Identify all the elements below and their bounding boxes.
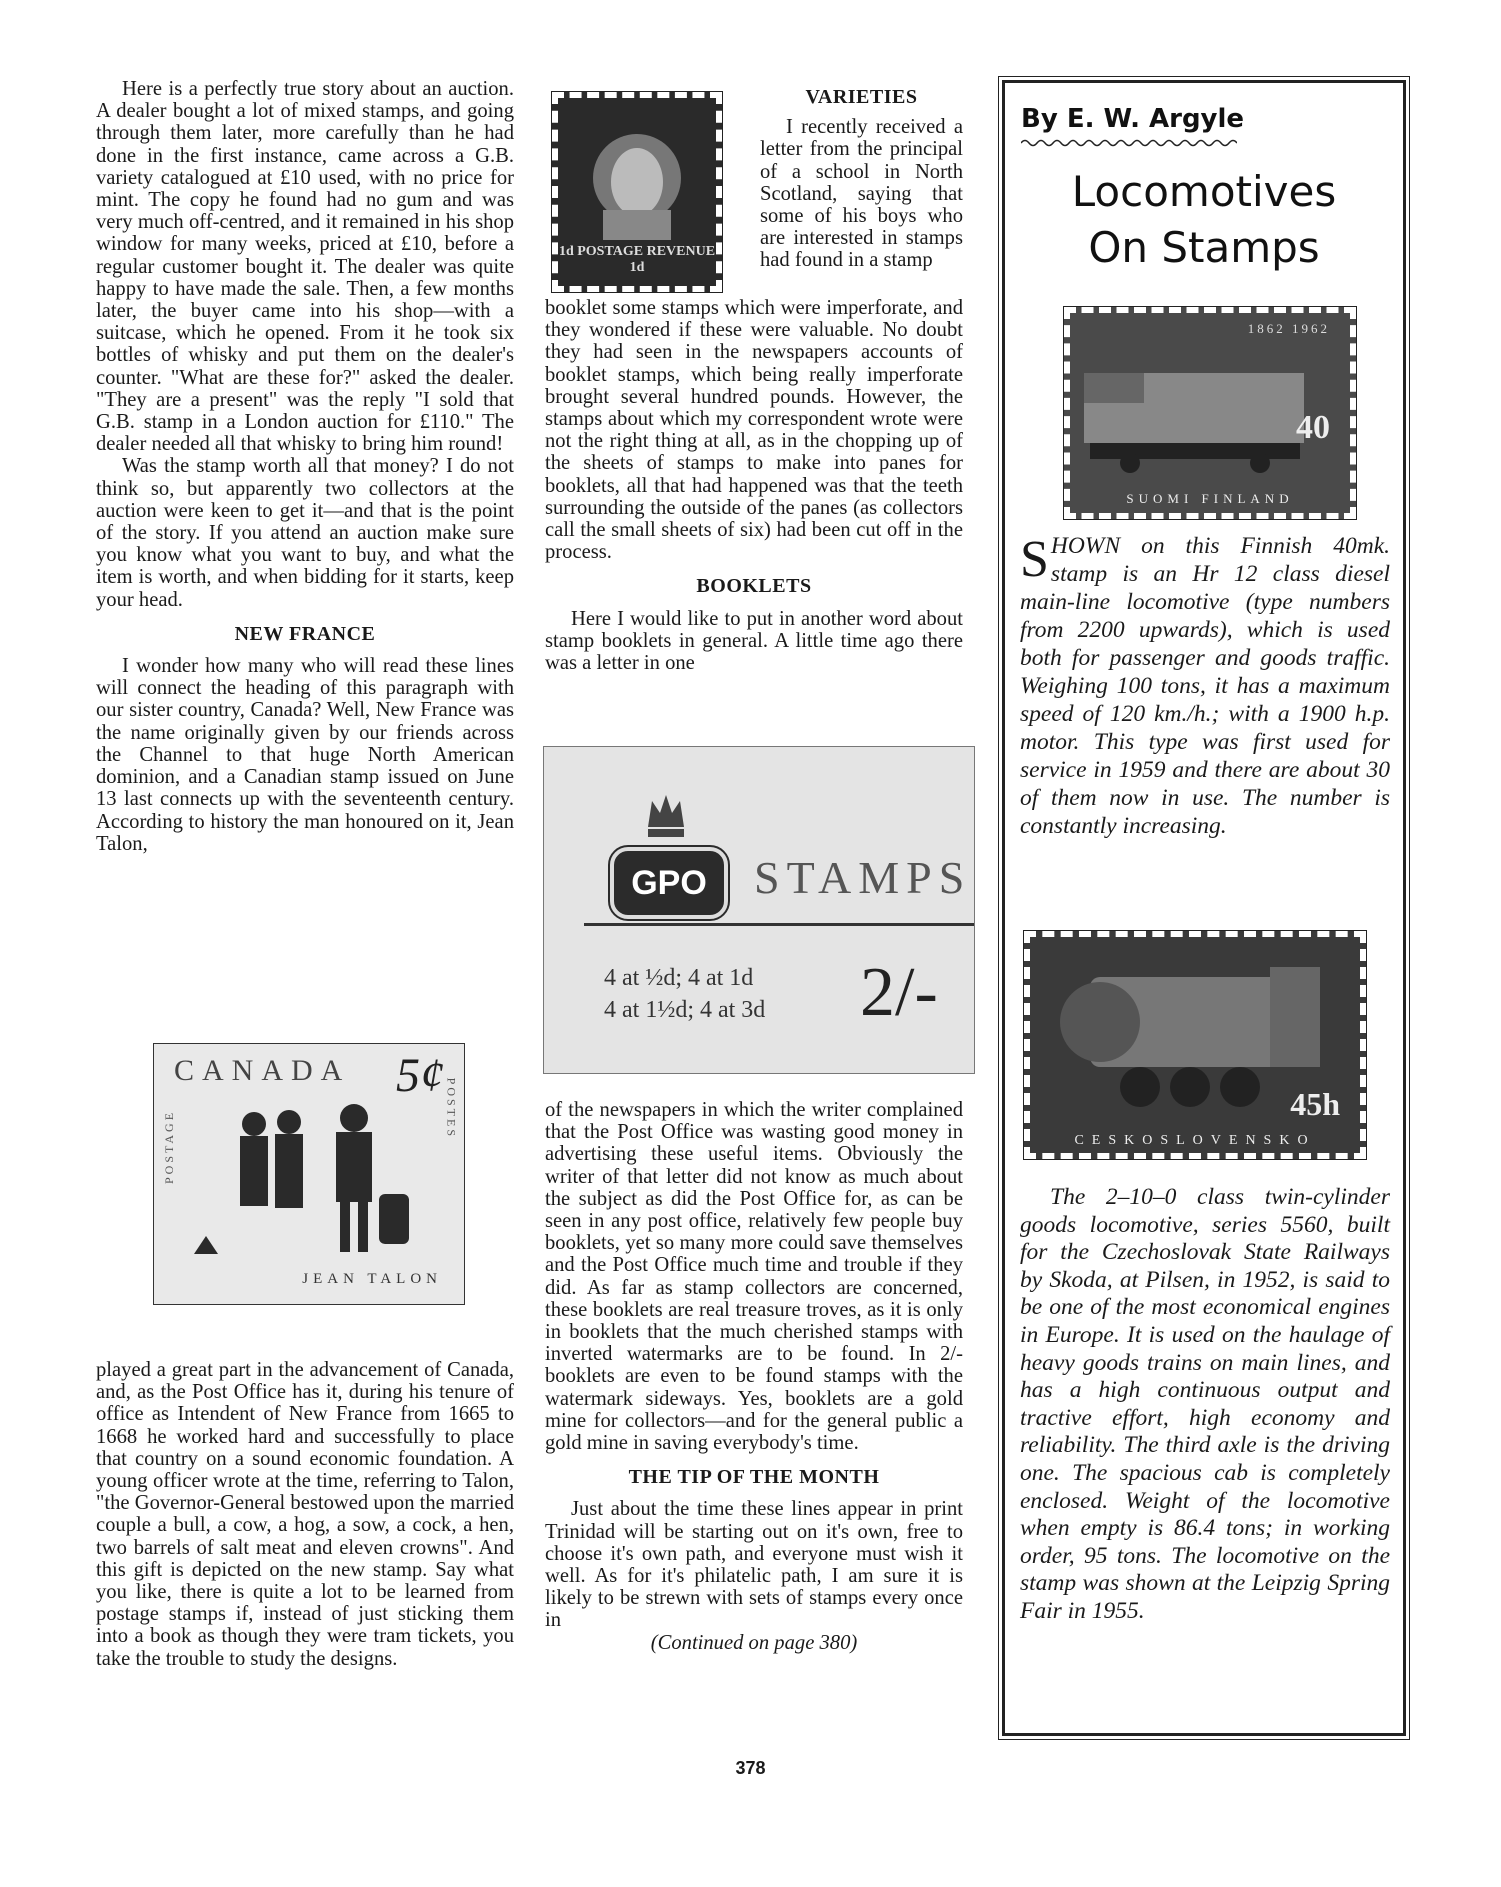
finland-stamp-years: 1862 1962 (1247, 321, 1330, 336)
finland-stamp-value: 40 (1296, 409, 1330, 446)
new-france-paragraph: I wonder how many who will read these lines will connect the heading of this paragraph with our sister country, Canada? Well, New France was the name originally given by our friends across the Channel to that huge North American dominion, and a Canadian stamp issued on June 13 last connects up with the seventeenth century. According to history the man honoured on it, Jean Talon, (96, 655, 514, 855)
canada-stamp-country: CANADA (174, 1054, 351, 1087)
squiggle-divider (1021, 138, 1237, 148)
diesel-locomotive-icon (1070, 313, 1338, 501)
booklets-paragraph: Here I would like to put in another word about stamp booklets in general. A little time ago there was a letter in one (545, 607, 963, 675)
booklet-contents-line-1: 4 at ½d; 4 at 1d (604, 965, 754, 991)
title-line-2: On Stamps (1088, 223, 1320, 272)
gpo-logo: GPO (610, 847, 728, 919)
page-number: 378 (735, 1758, 766, 1778)
title-line-1: Locomotives (1071, 167, 1337, 216)
varieties-continued: booklet some stamps which were imperforate, and they wondered if these were valuable. No doubt they had seen in the newspapers accounts of booklet stamps, which being really imperforate brought several hundred pounds. However, the stamps about which my correspondent wrote were not the right thing at all, as in the chopping up of the sheets of stamps to make into panes for booklets, all that had happened was that the teeth surrounding the outside of the panes (as collectors call the small sheets of six) had been cut off in the process. (545, 297, 963, 564)
column-2-lower (545, 1099, 963, 1654)
byline: By E. W. Argyle (1021, 104, 1245, 134)
drop-cap: S (1020, 531, 1049, 588)
finland-stamp-country: SUOMI FINLAND (1126, 491, 1294, 506)
booklet-contents-line-2: 4 at 1½d; 4 at 3d (604, 997, 766, 1023)
crown-icon (644, 787, 688, 843)
canada-stamp-postage: POSTAGE (162, 1109, 176, 1184)
canada-stamp-figures (154, 1044, 466, 1306)
new-france-continued: played a great part in the advancement of Canada, and, as the Post Office has it, during his tenure of office as Intendent of New France from 1665 to 1668 he worked hard and successfully to place that country on a sound economic foundation. A young officer wrote at the time, referring to Talon, "the Governor-General bestowed upon the married couple a bull, a cow, a hog, a sow, a cock, a hen, two barrels of salt meat and eleven crowns". And this gift is depicted on the new stamp. Say what you like, there is quite a lot to be learned from postage stamps if, instead of just sticking them into a book as though they were tram tickets, you take the trouble to study the designs. (96, 1359, 514, 1670)
czech-stamp-country: CESKOSLOVENSKO (1074, 1133, 1316, 1148)
finland-caption (1020, 532, 1390, 840)
queen-stamp-image (552, 92, 722, 292)
continued-note: (Continued on page 380) (650, 1631, 858, 1654)
column-2-upper (545, 297, 963, 674)
heading-tip-of-month: THE TIP OF THE MONTH (628, 1466, 880, 1489)
booklet-stamps-word: STAMPS (754, 852, 972, 903)
czech-caption (1020, 1184, 1390, 1626)
story-paragraph: Here is a perfectly true story about an auction. A dealer bought a lot of mixed stamps, and going through them later, more carefully than he had done in the first instance, came across a G.B. variety catalogued at £10 used, with no price for mint. The copy he found had no gum and was very much off-centred, and it remained in his shop window for many weeks, priced at £10, before a regular customer bought it. The dealer was quite happy to have made the sale. Then, a few months later, the buyer came into his shop—with a suitcase, which he opened. From it he took six bottles of whisky and put them on the dealer's counter. "What are these for?" asked the dealer. "They are a present" was the reply "I sold that G.B. stamp in a London auction for £110." The dealer needed all that whisky to bring him round! (96, 78, 514, 456)
column-1-continued (96, 1359, 514, 1670)
varieties-paragraph: I recently received a letter from the principal of a school in North Scotland, saying that some of his boys who are interested in stamps had found in a stamp (760, 116, 963, 272)
article-title (1002, 164, 1406, 276)
canada-stamp-name: JEAN TALON (302, 1271, 442, 1287)
czech-stamp-value: 45h (1290, 1086, 1340, 1122)
canada-stamp-postes: POSTES (444, 1077, 458, 1139)
heading-varieties: VARIETIES (805, 86, 918, 108)
queen-stamp-label: 1d POSTAGE REVENUE 1d (558, 244, 716, 275)
story-paragraph-2: Was the stamp worth all that money? I do not think so, but apparently two collectors at the auction were keen to get it—and that is the point of the story. If you attend an auction make sure you know what you want to buy, and what the item is worth, and when bidding for it starts, keep your head. (96, 455, 514, 611)
varieties-intro (760, 86, 963, 272)
canada-stamp-value: 5¢ (396, 1049, 444, 1102)
booklets-continued: of the newspapers in which the writer complained that the Post Office was wasting good money in advertising these useful items. Obviously the writer of that letter did not know as much about the subject as did the Post Office for, as can be seen in any post office, relatively few people buy booklets, yet so many more could save themselves and the Post Office much time and trouble if they did. As far as stamp collectors are concerned, these booklets are real treasure troves, as it is only in booklets that the much cherished stamps with inverted watermarks are to be found. In 2/- booklets are even to be found stamps with the watermark sideways. Yes, booklets are a gold mine for collectors—and for the general public a gold mine in saving everybody's time. (545, 1099, 963, 1455)
booklet-rule (584, 923, 974, 926)
finland-caption-text: HOWN on this Finnish 40mk. stamp is an Hr 12 class diesel main-line locomotive (type numbers from 2200 upwards), which is used both for passenger and goods traffic. Weighing 100 tons, it has a maximum speed of 120 km./h.; with a 1900 h.p. motor. This type was first used for service in 1959 and there are about 30 of them now in use. The number is constantly increasing. (1020, 533, 1390, 839)
booklet-price: 2/- (860, 954, 938, 1031)
czech-stamp-image (1024, 931, 1366, 1159)
czech-caption-text: The 2–10–0 class twin-cylinder goods locomotive, series 5560, built for the Czechoslovak State Railways by Skoda, at Pilsen, in 1952, is said to be one of the most economical engines in Europe. It is used on the haulage of heavy goods trains on main lines, and has a high continuous output and tractive effort, high economy and reliability. The third axle is the driving one. The spacious cab is completely enclosed. Weight of the locomotive when empty is 86.4 tons; in working order, 95 tons. The locomotive on the stamp was shown at the Leipzig Spring Fair in 1955. (1020, 1184, 1390, 1624)
heading-new-france: NEW FRANCE (234, 622, 376, 645)
canada-stamp-image (153, 1043, 465, 1305)
tip-paragraph: Just about the time these lines appear in print Trinidad will be starting out on it's own, free to choose it's own path, and everyone must wish it well. As for it's philatelic path, I am sure it is likely to be strewn with sets of stamps every once in (545, 1498, 963, 1632)
heading-booklets: BOOKLETS (696, 575, 812, 598)
column-1 (96, 78, 514, 855)
gpo-booklet-image (543, 746, 975, 1074)
finland-stamp-image (1064, 307, 1356, 519)
